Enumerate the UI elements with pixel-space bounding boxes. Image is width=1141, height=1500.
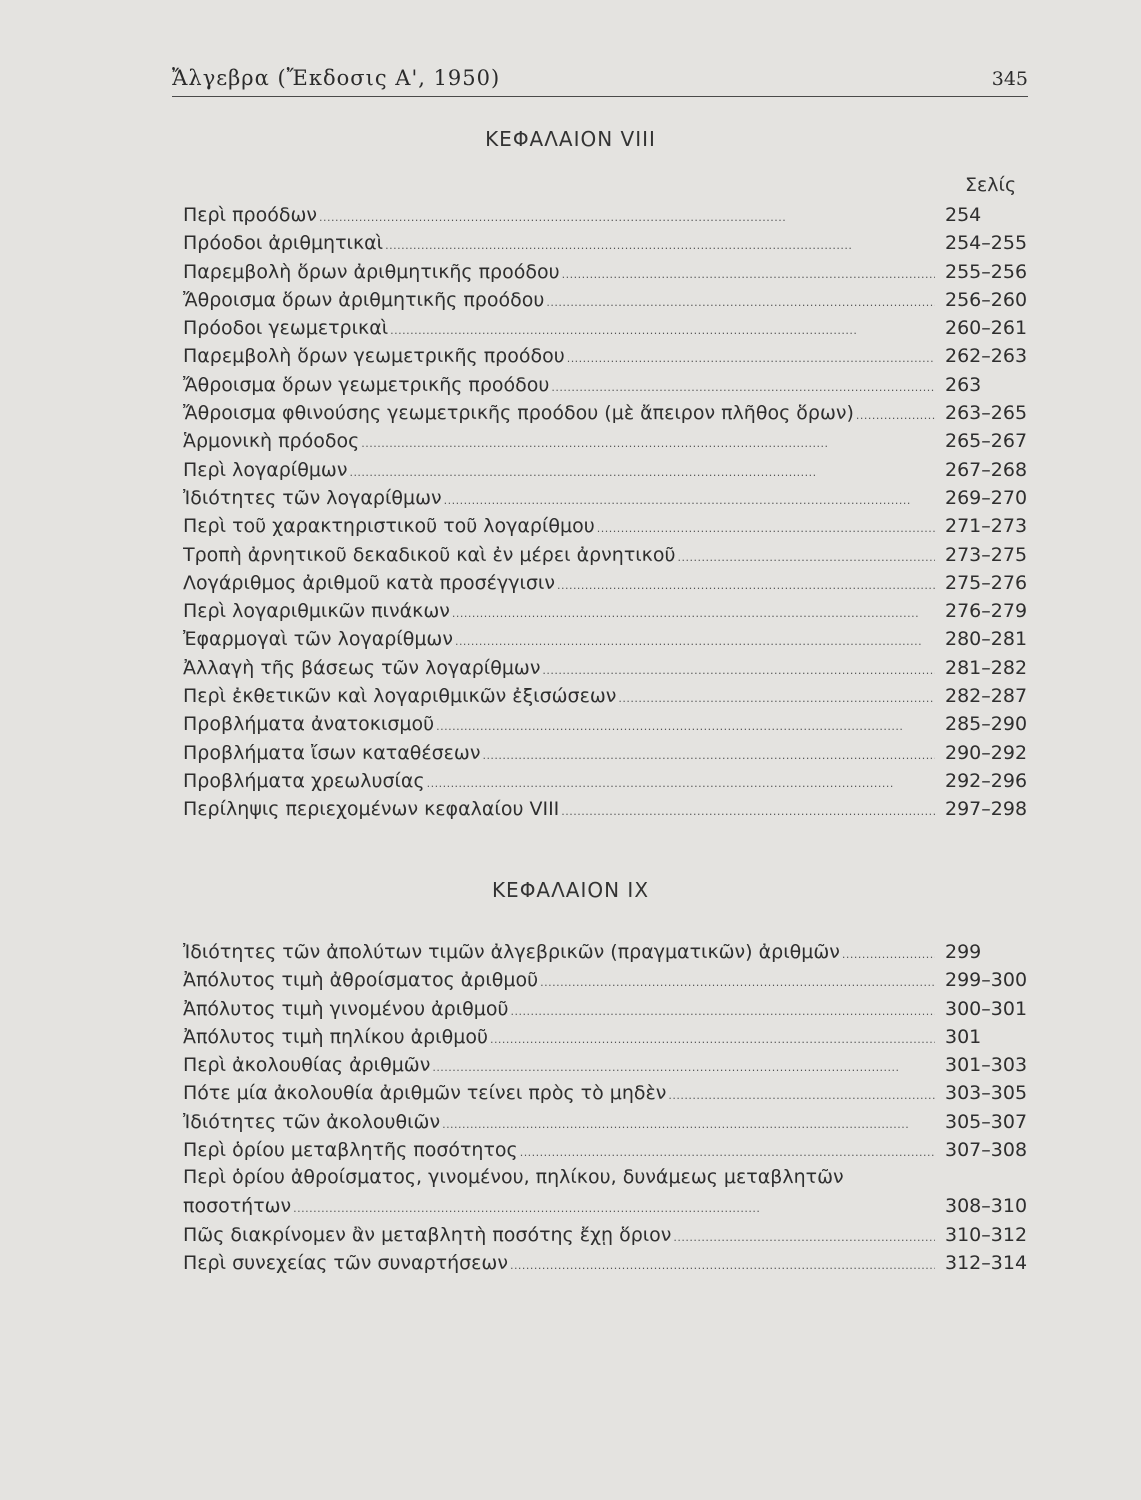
toc-entry-pages: 299 bbox=[945, 941, 982, 963]
toc-entry bbox=[183, 512, 1028, 540]
toc-entry-title: Περὶ τοῦ χαρακτηριστικοῦ τοῦ λογαρίθμου . . . bbox=[183, 514, 935, 541]
toc-entry-title: Περίληψις περιεχομένων κεφαλαίου VIII . . . bbox=[183, 797, 935, 824]
toc-entry-title: Ἰδιότητες τῶν ἀπολύτων τιμῶν ἀλγεβρικῶν (πραγματικῶν) ἀριθμῶν . . . bbox=[183, 940, 935, 967]
toc-entry bbox=[183, 1079, 1028, 1107]
toc-entry-title: Περὶ λογαριθμικῶν πινάκων . . . bbox=[183, 599, 935, 626]
toc-entry bbox=[183, 597, 1028, 625]
toc-entry-pages: 271–273 bbox=[945, 515, 1028, 538]
toc-entry-title: Ἄθροισμα ὅρων γεωμετρικῆς προόδου . . . bbox=[183, 373, 935, 400]
running-header bbox=[172, 62, 1028, 97]
toc-entry-title: Ἀπόλυτος τιμὴ ἀθροίσματος ἀριθμοῦ . . . bbox=[183, 968, 935, 995]
toc-entry bbox=[183, 314, 1028, 342]
toc-entry bbox=[183, 1249, 1028, 1277]
toc-entry bbox=[183, 342, 1028, 370]
toc-entry-pages: 276–279 bbox=[945, 600, 1028, 623]
chapter-9-title: ΚΕΦΑΛΑΙΟΝ ΙΧ bbox=[491, 878, 650, 902]
toc-entry-pages: 263 bbox=[945, 373, 982, 396]
toc-entry-pages: 312–314 bbox=[945, 1252, 1028, 1275]
toc-entry-title: Ἀπόλυτος τιμὴ γινομένου ἀριθμοῦ . . . bbox=[183, 997, 935, 1024]
toc-entry-title: Λογάριθμος ἀριθμοῦ κατὰ προσέγγισιν . . . bbox=[183, 571, 935, 598]
page-number: 345 bbox=[991, 68, 1028, 90]
toc-entry bbox=[183, 966, 1028, 994]
toc-entry-pages: 300–301 bbox=[945, 997, 1028, 1020]
toc-entry bbox=[183, 682, 1028, 710]
toc-entry-title: Ἀπόλυτος τιμὴ πηλίκου ἀριθμοῦ . . . bbox=[183, 1025, 935, 1052]
toc-entry bbox=[183, 1023, 1028, 1051]
toc-entry-pages: 292–296 bbox=[945, 769, 1028, 792]
toc-entry bbox=[183, 710, 1028, 738]
toc-entry-pages: 299–300 bbox=[945, 969, 1028, 992]
toc-entry-title: Παρεμβολὴ ὅρων ἀριθμητικῆς προόδου . . . bbox=[183, 260, 935, 287]
toc-entry bbox=[183, 229, 1028, 257]
toc-entry-title: Πῶς διακρίνομεν ἂν μεταβλητὴ ποσότης ἔχῃ ὅριον . . . bbox=[183, 1223, 935, 1250]
toc-entry bbox=[183, 1136, 1028, 1164]
toc-entry-pages: 307–308 bbox=[945, 1139, 1028, 1162]
toc-entry-title: Ἀλλαγὴ τῆς βάσεως τῶν λογαρίθμων . . . bbox=[183, 656, 935, 683]
toc-entry-pages: 255–256 bbox=[945, 260, 1028, 283]
toc-entry-title: Παρεμβολὴ ὅρων γεωμετρικῆς προόδου . . . bbox=[183, 344, 935, 371]
toc-entry-title: Ἰδιότητες τῶν ἀκολουθιῶν . . . bbox=[183, 1110, 935, 1137]
toc-entry bbox=[183, 541, 1028, 569]
chapter-8-contents bbox=[183, 201, 1028, 824]
toc-entry-pages: 301 bbox=[945, 1025, 982, 1048]
toc-entry bbox=[183, 654, 1028, 682]
toc-entry-title: Προβλήματα ἀνατοκισμοῦ . . . bbox=[183, 712, 935, 739]
toc-entry-title: Τροπὴ ἀρνητικοῦ δεκαδικοῦ καὶ ἐν μέρει ἀρνητικοῦ . . . bbox=[183, 543, 935, 570]
toc-entry-pages: 254 bbox=[945, 204, 982, 226]
pages-column-label: Σελίς bbox=[965, 174, 1017, 196]
toc-entry-title: Προβλήματα ἴσων καταθέσεων . . . bbox=[183, 741, 935, 768]
toc-entry-pages: 282–287 bbox=[945, 685, 1028, 708]
toc-entry-pages: 262–263 bbox=[945, 345, 1028, 368]
toc-entry-title: Προβλήματα χρεωλυσίας . . . bbox=[183, 769, 935, 796]
toc-entry-pages: 254–255 bbox=[945, 232, 1028, 255]
toc-entry bbox=[183, 1051, 1028, 1079]
toc-entry-title: Περὶ ὁρίου μεταβλητῆς ποσότητος . . . bbox=[183, 1138, 935, 1165]
toc-entry-title: Πρόοδοι ἀριθμητικαὶ . . . bbox=[183, 231, 935, 258]
toc-entry-pages: 303–305 bbox=[945, 1082, 1028, 1105]
toc-entry-pages: 269–270 bbox=[945, 486, 1028, 509]
toc-entry-pages: 275–276 bbox=[945, 571, 1028, 594]
toc-entry-title: Ἰδιότητες τῶν λογαρίθμων . . . bbox=[183, 486, 935, 513]
toc-entry-pages: 263–265 bbox=[945, 402, 1028, 425]
toc-entry-title: Πότε μία ἀκολουθία ἀριθμῶν τείνει πρὸς τὸ μηδὲν . . . bbox=[183, 1081, 935, 1108]
toc-entry-pages: 308–310 bbox=[945, 1195, 1028, 1218]
toc-entry bbox=[183, 767, 1028, 795]
toc-entry bbox=[183, 456, 1028, 484]
toc-entry bbox=[183, 995, 1028, 1023]
toc-entry bbox=[183, 1108, 1028, 1136]
toc-entry-pages: 301–303 bbox=[945, 1054, 1028, 1077]
toc-entry bbox=[183, 739, 1028, 767]
toc-entry-title: Ἄθροισμα ὅρων ἀριθμητικῆς προόδου . . . bbox=[183, 288, 935, 315]
toc-entry-title: Πρόοδοι γεωμετρικαὶ . . . bbox=[183, 316, 935, 343]
toc-entry-pages: 267–268 bbox=[945, 458, 1028, 481]
toc-entry-title: Περὶ συνεχείας τῶν συναρτήσεων . . . bbox=[183, 1251, 935, 1278]
toc-entry bbox=[183, 795, 1028, 823]
chapter-9-contents bbox=[183, 938, 1028, 1278]
toc-entry bbox=[183, 371, 1028, 399]
toc-entry bbox=[183, 427, 1028, 455]
book-title: Ἄλγεβρα (Ἔκδοσις Α', 1950) bbox=[172, 66, 501, 90]
toc-entry-pages: 256–260 bbox=[945, 288, 1028, 311]
toc-entry bbox=[183, 286, 1028, 314]
toc-entry bbox=[183, 258, 1028, 286]
toc-entry-title: Περὶ προόδων . . . bbox=[183, 203, 935, 230]
toc-entry-pages: 290–292 bbox=[945, 741, 1028, 764]
toc-entry-title: Ἐφαρμογαὶ τῶν λογαρίθμων . . . bbox=[183, 627, 935, 654]
toc-entry-pages: 297–298 bbox=[945, 798, 1028, 821]
toc-entry-pages: 305–307 bbox=[945, 1110, 1028, 1133]
toc-entry-pages: 280–281 bbox=[945, 628, 1028, 651]
toc-entry-title: Περὶ ὁρίου ἀθροίσματος, γινομένου, πηλίκου, δυνάμεως μεταβλητῶν ποσοτήτων . . . bbox=[183, 1163, 935, 1215]
toc-entry-pages: 285–290 bbox=[945, 713, 1028, 736]
toc-entry bbox=[183, 1164, 1028, 1221]
toc-entry-pages: 265–267 bbox=[945, 430, 1028, 453]
toc-entry bbox=[183, 484, 1028, 512]
toc-entry-pages: 273–275 bbox=[945, 543, 1028, 566]
toc-entry bbox=[183, 1221, 1028, 1249]
toc-entry bbox=[183, 938, 1028, 966]
toc-entry bbox=[183, 625, 1028, 653]
toc-entry-title: Περὶ ἐκθετικῶν καὶ λογαριθμικῶν ἐξισώσεων . . . bbox=[183, 684, 935, 711]
toc-entry-title: Ἁρμονικὴ πρόοδος . . . bbox=[183, 429, 935, 456]
toc-entry-pages: 310–312 bbox=[945, 1223, 1028, 1246]
toc-entry-title: Ἄθροισμα φθινούσης γεωμετρικῆς προόδου (μὲ ἄπειρον πλῆθος ὅρων) . . . bbox=[183, 401, 935, 428]
toc-entry-title: Περὶ ἀκολουθίας ἀριθμῶν . . . bbox=[183, 1053, 935, 1080]
toc-entry bbox=[183, 399, 1028, 427]
chapter-8-title: ΚΕΦΑΛΑΙΟΝ VIII bbox=[485, 127, 656, 151]
toc-entry bbox=[183, 201, 1028, 229]
toc-entry-title: Περὶ λογαρίθμων . . . bbox=[183, 458, 935, 485]
toc-entry-pages: 260–261 bbox=[945, 317, 1028, 340]
toc-entry-pages: 281–282 bbox=[945, 656, 1028, 679]
toc-entry bbox=[183, 569, 1028, 597]
